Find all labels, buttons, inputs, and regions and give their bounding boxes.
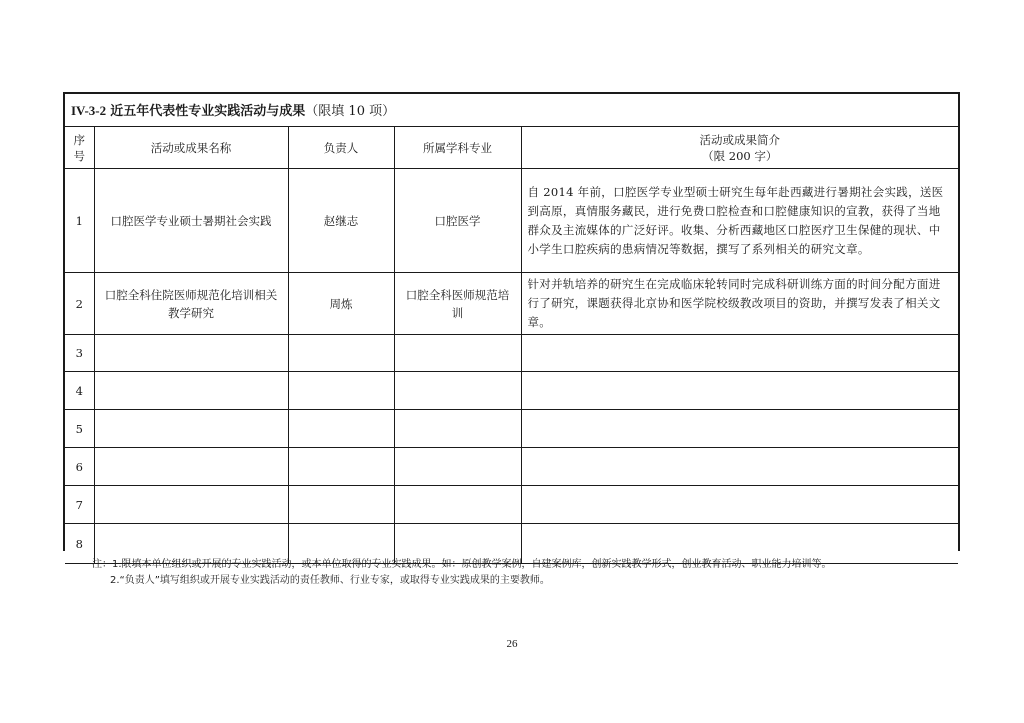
row-owner: [288, 335, 394, 372]
row-major: [394, 372, 521, 410]
header-desc-title: 活动或成果简介: [699, 132, 780, 147]
row-name: 口腔全科住院医师规范化培训相关教学研究: [94, 273, 288, 335]
row-owner: [288, 448, 394, 486]
table-row: [65, 335, 958, 372]
row-name: [94, 335, 288, 372]
row-owner: [288, 372, 394, 410]
table-row: [65, 169, 958, 273]
row-name: 口腔医学专业硕士暑期社会实践: [94, 169, 288, 273]
row-major: 口腔全科医师规范培训: [394, 273, 521, 335]
header-name: 活动或成果名称: [94, 127, 288, 169]
header-desc-limit: （限 200 字）: [702, 148, 778, 163]
row-seq: 4: [65, 372, 94, 410]
row-owner: [288, 410, 394, 448]
row-desc: 针对并轨培养的研究生在完成临床轮转同时完成科研训练方面的时间分配方面进行了研究，课题获得北京协和医学院校级教改项目的资助，并撰写发表了相关文章。: [521, 273, 958, 335]
row-seq: 8: [65, 524, 94, 564]
page-number: 26: [506, 638, 518, 650]
section-limit: （限填 10 项）: [305, 104, 396, 119]
table-row: [65, 448, 958, 486]
header-desc: [521, 127, 958, 169]
row-name: [94, 372, 288, 410]
table-header-row: [65, 127, 958, 169]
table-row: [65, 273, 958, 335]
table-row: [65, 486, 958, 524]
row-name: [94, 448, 288, 486]
row-major: 口腔医学: [394, 169, 521, 273]
row-name: [94, 410, 288, 448]
row-desc: [521, 372, 958, 410]
row-desc: [521, 448, 958, 486]
row-desc: [521, 410, 958, 448]
row-seq: 3: [65, 335, 94, 372]
header-major: 所属学科专业: [394, 127, 521, 169]
header-owner: 负责人: [288, 127, 394, 169]
row-seq: 1: [65, 169, 94, 273]
row-seq: 2: [65, 273, 94, 335]
row-desc: [521, 335, 958, 372]
row-major: [394, 410, 521, 448]
activities-table: [65, 127, 958, 564]
header-seq: 序号: [65, 127, 94, 169]
row-desc: [521, 486, 958, 524]
footnote-2: 2.“负责人”填写组织或开展专业实践活动的责任教师、行业专家，或取得专业实践成果的主要教师。: [110, 575, 550, 586]
footnote-1: 注：1.限填本单位组织或开展的专业实践活动，或本单位取得的专业实践成果。如：原创教学案例，自建案例库，创新实践教学形式，创业教育活动、职业能力培训等。: [92, 559, 832, 570]
section-code: IV-3-2: [71, 103, 107, 118]
row-seq: 5: [65, 410, 94, 448]
row-major: [394, 486, 521, 524]
row-owner: 赵继志: [288, 169, 394, 273]
form-table-frame: [63, 92, 960, 551]
section-title: [65, 94, 958, 127]
row-owner: 周炼: [288, 273, 394, 335]
row-major: [394, 448, 521, 486]
row-seq: 7: [65, 486, 94, 524]
row-major: [394, 335, 521, 372]
section-title-text: 近五年代表性专业实践活动与成果: [110, 103, 306, 118]
row-name: [94, 486, 288, 524]
row-desc: 自 2014 年前，口腔医学专业型硕士研究生每年赴西藏进行暑期社会实践，送医到高原，真情服务藏民，进行免费口腔检查和口腔健康知识的宣教，获得了当地群众及主流媒体的广泛好评。收集、分析西藏地区口腔医疗卫生保健的现状、中小学生口腔疾病的患病情况等数据，撰写了系列相关的研究文章。: [521, 169, 958, 273]
row-owner: [288, 486, 394, 524]
row-seq: 6: [65, 448, 94, 486]
table-row: [65, 372, 958, 410]
table-row: [65, 410, 958, 448]
